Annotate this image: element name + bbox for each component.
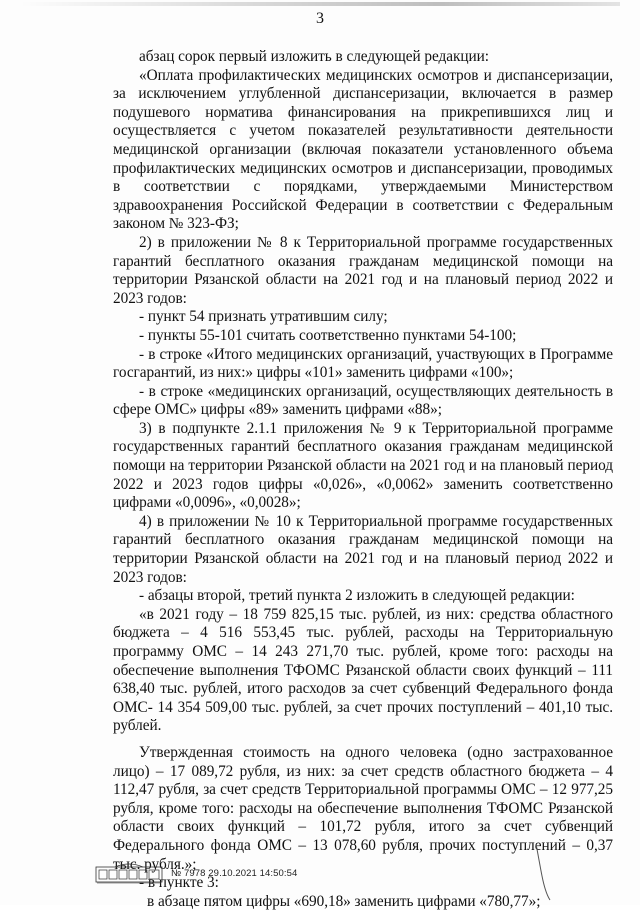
registration-stamp-text: № 7978 29.10.2021 14:50:54 bbox=[171, 867, 298, 879]
paragraph-quote-2021-budget: «в 2021 году – 18 759 825,15 тыс. рублей, из них: средства областного бюджета – 4 516 553,45 тыс. рублей, расходы на Территориальную программу ОМС – 14 243 271,70 тыс. рублей, кроме того: расходы на обеспечение выполнения ТФОМС Рязанской области своих функций – 111 638,40 тыс. рублей, итого расходов за счет субвенций Федерального фонда ОМС- 14 354 509,00 тыс. рублей, за счет прочих поступлений – 401,10 тыс. рублей. bbox=[113, 605, 613, 735]
list-item-point-3: - в пункте 3: bbox=[139, 874, 219, 892]
footer-stamp bbox=[95, 862, 297, 884]
barcode-seal-icon bbox=[95, 862, 163, 884]
list-item-total-row: - в строке «Итого медицинских организаций, участвующих в Программе госгарантий, из них:» цифры «101» заменить цифрами «100»; bbox=[113, 345, 613, 382]
paragraph-item-4: 4) в приложении № 10 к Территориальной программе государственных гарантий бесплатного оказания гражданам медицинской помощи на территории Рязанской области на 2021 год и на плановый период 2022 и 2023 годов: bbox=[113, 512, 613, 586]
paragraph-cost-per-person: Утвержденная стоимость на одного человека (одно застрахованное лицо) – 17 089,72 рубля, из них: за счет средств областного бюджета – 4 112,47 рубля, за счет средств Территориальной программы ОМС – 12 977,25 рубля, кроме того: расходы на обеспечение выполнения ТФОМС Рязанской области своих функций – 101,72 рубля, итого за счет субвенций Федерального фонда ОМС – 13 078,60 рубля, прочих поступлений – 0,37 тыс. рубля.»; bbox=[113, 743, 613, 873]
paragraph-item-3: 3) в подпункте 2.1.1 приложения № 9 к Территориальной программе государственных гарантий бесплатного оказания гражданам медицинской помощи на территории Рязанской области на 2021 год и на плановый период 2022 и 2023 годов цифры «0,026», «0,0062» заменить соответственно цифрами «0,0096», «0,0028»; bbox=[113, 419, 613, 512]
list-item-paragraphs-2-3: - абзацы второй, третий пункта 2 изложить в следующей редакции: bbox=[139, 587, 575, 605]
paragraph-intro: абзац сорок первый изложить в следующей редакции: bbox=[139, 48, 490, 65]
list-item-point-54: - пункт 54 признать утратившим силу; bbox=[139, 308, 388, 326]
paragraph-item-2: 2) в приложении № 8 к Территориальной программе государственных гарантий бесплатного оказания гражданам медицинской помощи на территории Рязанской области на 2021 год и на плановый период 2022 и 2023 годов: bbox=[113, 233, 613, 307]
document-body bbox=[113, 48, 613, 911]
list-item-points-55-101: - пункты 55-101 считать соответственно пунктами 54-100; bbox=[139, 326, 517, 344]
page-number: 3 bbox=[316, 10, 324, 27]
paragraph-quote-payment: «Оплата профилактических медицинских осмотров и диспансеризации, за исключением углубленной диспансеризации, включается в размер подушевого норматива финансирования на прикрепившихся лиц и осуществляется с учетом показателей результативности деятельности медицинской организации (включая показатели установленного объема профилактических медицинских осмотров и диспансеризации, проводимых в соответствии с порядками, утверждаемыми Министерством здравоохранения Российской Федерации в соответствии с Федеральным законом № 323-ФЗ; bbox=[113, 66, 613, 233]
paragraph-fifth-abzac: в абзаце пятом цифры «690,18» заменить цифрами «780,77»; bbox=[147, 892, 541, 910]
scan-edge bbox=[20, 2, 620, 6]
pen-mark bbox=[528, 842, 558, 902]
list-item-oms-row: - в строке «медицинских организаций, осуществляющих деятельность в сфере ОМС» цифры «89» заменить цифрами «88»; bbox=[113, 382, 613, 419]
